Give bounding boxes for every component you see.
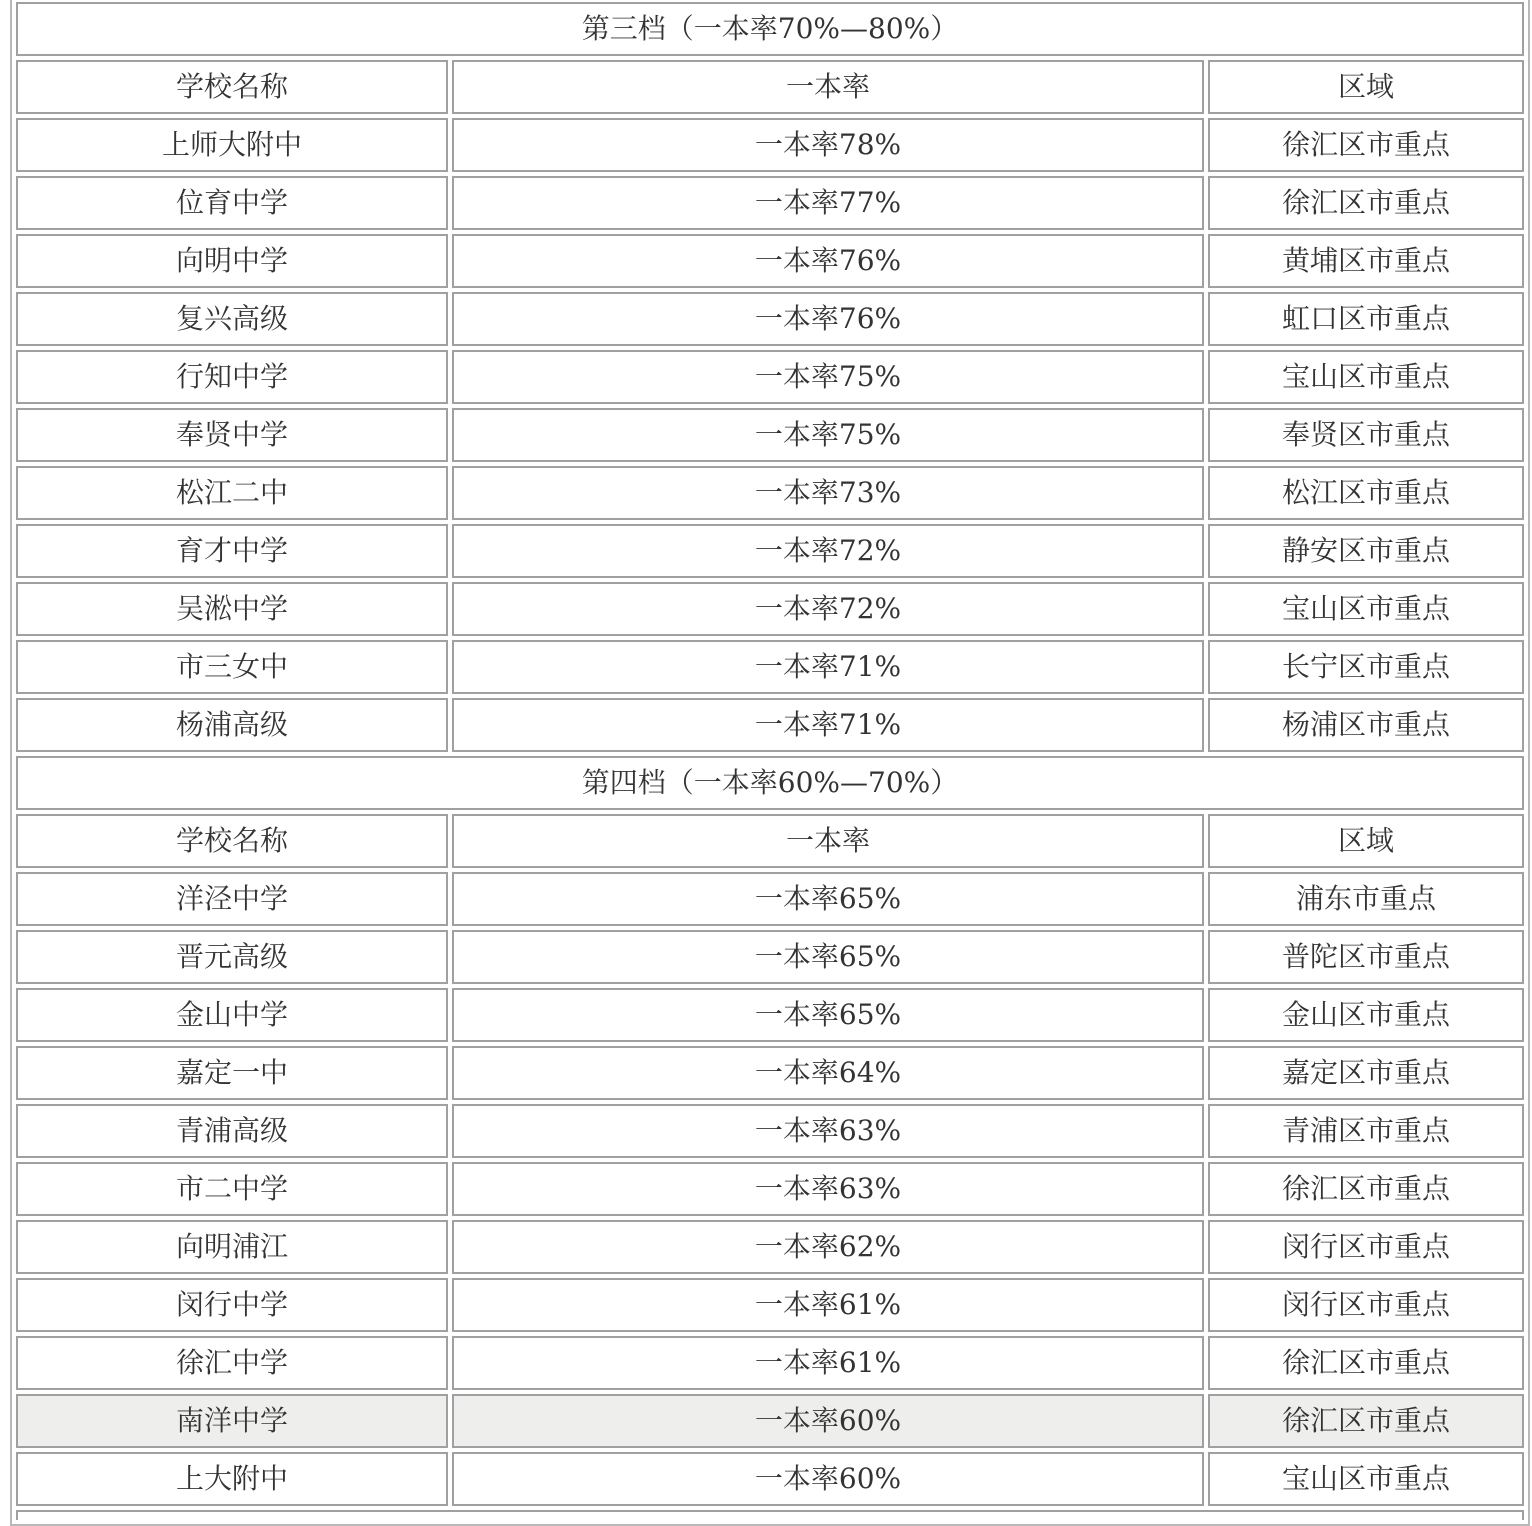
district-cell: 静安区市重点 — [1208, 524, 1524, 578]
rate-cell: 一本率63% — [452, 1162, 1204, 1216]
district-cell: 松江区市重点 — [1208, 466, 1524, 520]
school-name-cell: 市三女中 — [16, 640, 448, 694]
school-name-cell: 上大附中 — [16, 1452, 448, 1506]
rate-cell: 一本率63% — [452, 1104, 1204, 1158]
table-row — [16, 582, 1524, 636]
rate-cell: 一本率61% — [452, 1336, 1204, 1390]
rate-cell: 一本率65% — [452, 872, 1204, 926]
district-cell: 普陀区市重点 — [1208, 930, 1524, 984]
rate-cell: 一本率65% — [452, 930, 1204, 984]
school-name-cell: 上师大附中 — [16, 118, 448, 172]
district-cell: 奉贤区市重点 — [1208, 408, 1524, 462]
district-cell: 虹口区市重点 — [1208, 292, 1524, 346]
school-name-cell: 闵行中学 — [16, 1278, 448, 1332]
table-row — [16, 118, 1524, 172]
header-school-name: 学校名称 — [16, 814, 448, 868]
rate-cell: 一本率72% — [452, 524, 1204, 578]
district-cell: 青浦区市重点 — [1208, 1104, 1524, 1158]
district-cell: 宝山区市重点 — [1208, 582, 1524, 636]
table-row — [16, 988, 1524, 1042]
section-title-row — [16, 756, 1524, 810]
header-district: 区域 — [1208, 60, 1524, 114]
school-name-cell: 晋元高级 — [16, 930, 448, 984]
school-name-cell: 向明中学 — [16, 234, 448, 288]
table-row — [16, 640, 1524, 694]
table-row — [16, 1220, 1524, 1274]
school-ranking-table — [10, 0, 1530, 1526]
table-row — [16, 1104, 1524, 1158]
rate-cell: 一本率60% — [452, 1394, 1204, 1448]
rate-cell: 一本率78% — [452, 118, 1204, 172]
district-cell: 徐汇区市重点 — [1208, 1336, 1524, 1390]
table-row — [16, 698, 1524, 752]
school-name-cell: 徐汇中学 — [16, 1336, 448, 1390]
rate-cell: 一本率75% — [452, 350, 1204, 404]
section-title: 第三档（一本率70%—80%） — [16, 2, 1524, 56]
rate-cell: 一本率61% — [452, 1278, 1204, 1332]
school-name-cell: 位育中学 — [16, 176, 448, 230]
rate-cell: 一本率77% — [452, 176, 1204, 230]
table-row — [16, 234, 1524, 288]
table-row-highlighted — [16, 1394, 1524, 1448]
table-row — [16, 524, 1524, 578]
school-name-cell: 松江二中 — [16, 466, 448, 520]
table-row — [16, 408, 1524, 462]
district-cell: 闵行区市重点 — [1208, 1278, 1524, 1332]
rate-cell: 一本率73% — [452, 466, 1204, 520]
district-cell: 徐汇区市重点 — [1208, 1162, 1524, 1216]
rate-cell: 一本率72% — [452, 582, 1204, 636]
table-row — [16, 1278, 1524, 1332]
school-name-cell: 市二中学 — [16, 1162, 448, 1216]
header-row — [16, 814, 1524, 868]
school-name-cell: 向明浦江 — [16, 1220, 448, 1274]
rate-cell: 一本率71% — [452, 640, 1204, 694]
header-rate: 一本率 — [452, 60, 1204, 114]
district-cell: 黄埔区市重点 — [1208, 234, 1524, 288]
table-row — [16, 466, 1524, 520]
district-cell: 徐汇区市重点 — [1208, 1394, 1524, 1448]
header-school-name: 学校名称 — [16, 60, 448, 114]
district-cell: 嘉定区市重点 — [1208, 1046, 1524, 1100]
district-cell: 杨浦区市重点 — [1208, 698, 1524, 752]
next-section-edge — [16, 1510, 1524, 1520]
table-row — [16, 1162, 1524, 1216]
district-cell: 宝山区市重点 — [1208, 1452, 1524, 1506]
header-rate: 一本率 — [452, 814, 1204, 868]
district-cell: 徐汇区市重点 — [1208, 118, 1524, 172]
table-body — [16, 2, 1524, 1520]
rate-cell: 一本率76% — [452, 234, 1204, 288]
header-row — [16, 60, 1524, 114]
district-cell: 徐汇区市重点 — [1208, 176, 1524, 230]
school-name-cell: 杨浦高级 — [16, 698, 448, 752]
section-title-row — [16, 2, 1524, 56]
school-name-cell: 吴淞中学 — [16, 582, 448, 636]
table-row — [16, 930, 1524, 984]
table-row — [16, 350, 1524, 404]
school-name-cell: 洋泾中学 — [16, 872, 448, 926]
school-name-cell: 行知中学 — [16, 350, 448, 404]
rate-cell: 一本率71% — [452, 698, 1204, 752]
next-section-cell — [16, 1510, 1524, 1520]
school-name-cell: 青浦高级 — [16, 1104, 448, 1158]
rate-cell: 一本率64% — [452, 1046, 1204, 1100]
section-title: 第四档（一本率60%—70%） — [16, 756, 1524, 810]
district-cell: 宝山区市重点 — [1208, 350, 1524, 404]
table-row — [16, 872, 1524, 926]
rate-cell: 一本率76% — [452, 292, 1204, 346]
rate-cell: 一本率62% — [452, 1220, 1204, 1274]
school-name-cell: 复兴高级 — [16, 292, 448, 346]
table-row — [16, 1336, 1524, 1390]
district-cell: 长宁区市重点 — [1208, 640, 1524, 694]
district-cell: 浦东市重点 — [1208, 872, 1524, 926]
district-cell: 闵行区市重点 — [1208, 1220, 1524, 1274]
table-row — [16, 1452, 1524, 1506]
header-district: 区域 — [1208, 814, 1524, 868]
table-row — [16, 1046, 1524, 1100]
school-name-cell: 南洋中学 — [16, 1394, 448, 1448]
school-name-cell: 金山中学 — [16, 988, 448, 1042]
rate-cell: 一本率60% — [452, 1452, 1204, 1506]
table-row — [16, 292, 1524, 346]
table-row — [16, 176, 1524, 230]
school-name-cell: 嘉定一中 — [16, 1046, 448, 1100]
school-name-cell: 育才中学 — [16, 524, 448, 578]
district-cell: 金山区市重点 — [1208, 988, 1524, 1042]
rate-cell: 一本率75% — [452, 408, 1204, 462]
school-name-cell: 奉贤中学 — [16, 408, 448, 462]
rate-cell: 一本率65% — [452, 988, 1204, 1042]
